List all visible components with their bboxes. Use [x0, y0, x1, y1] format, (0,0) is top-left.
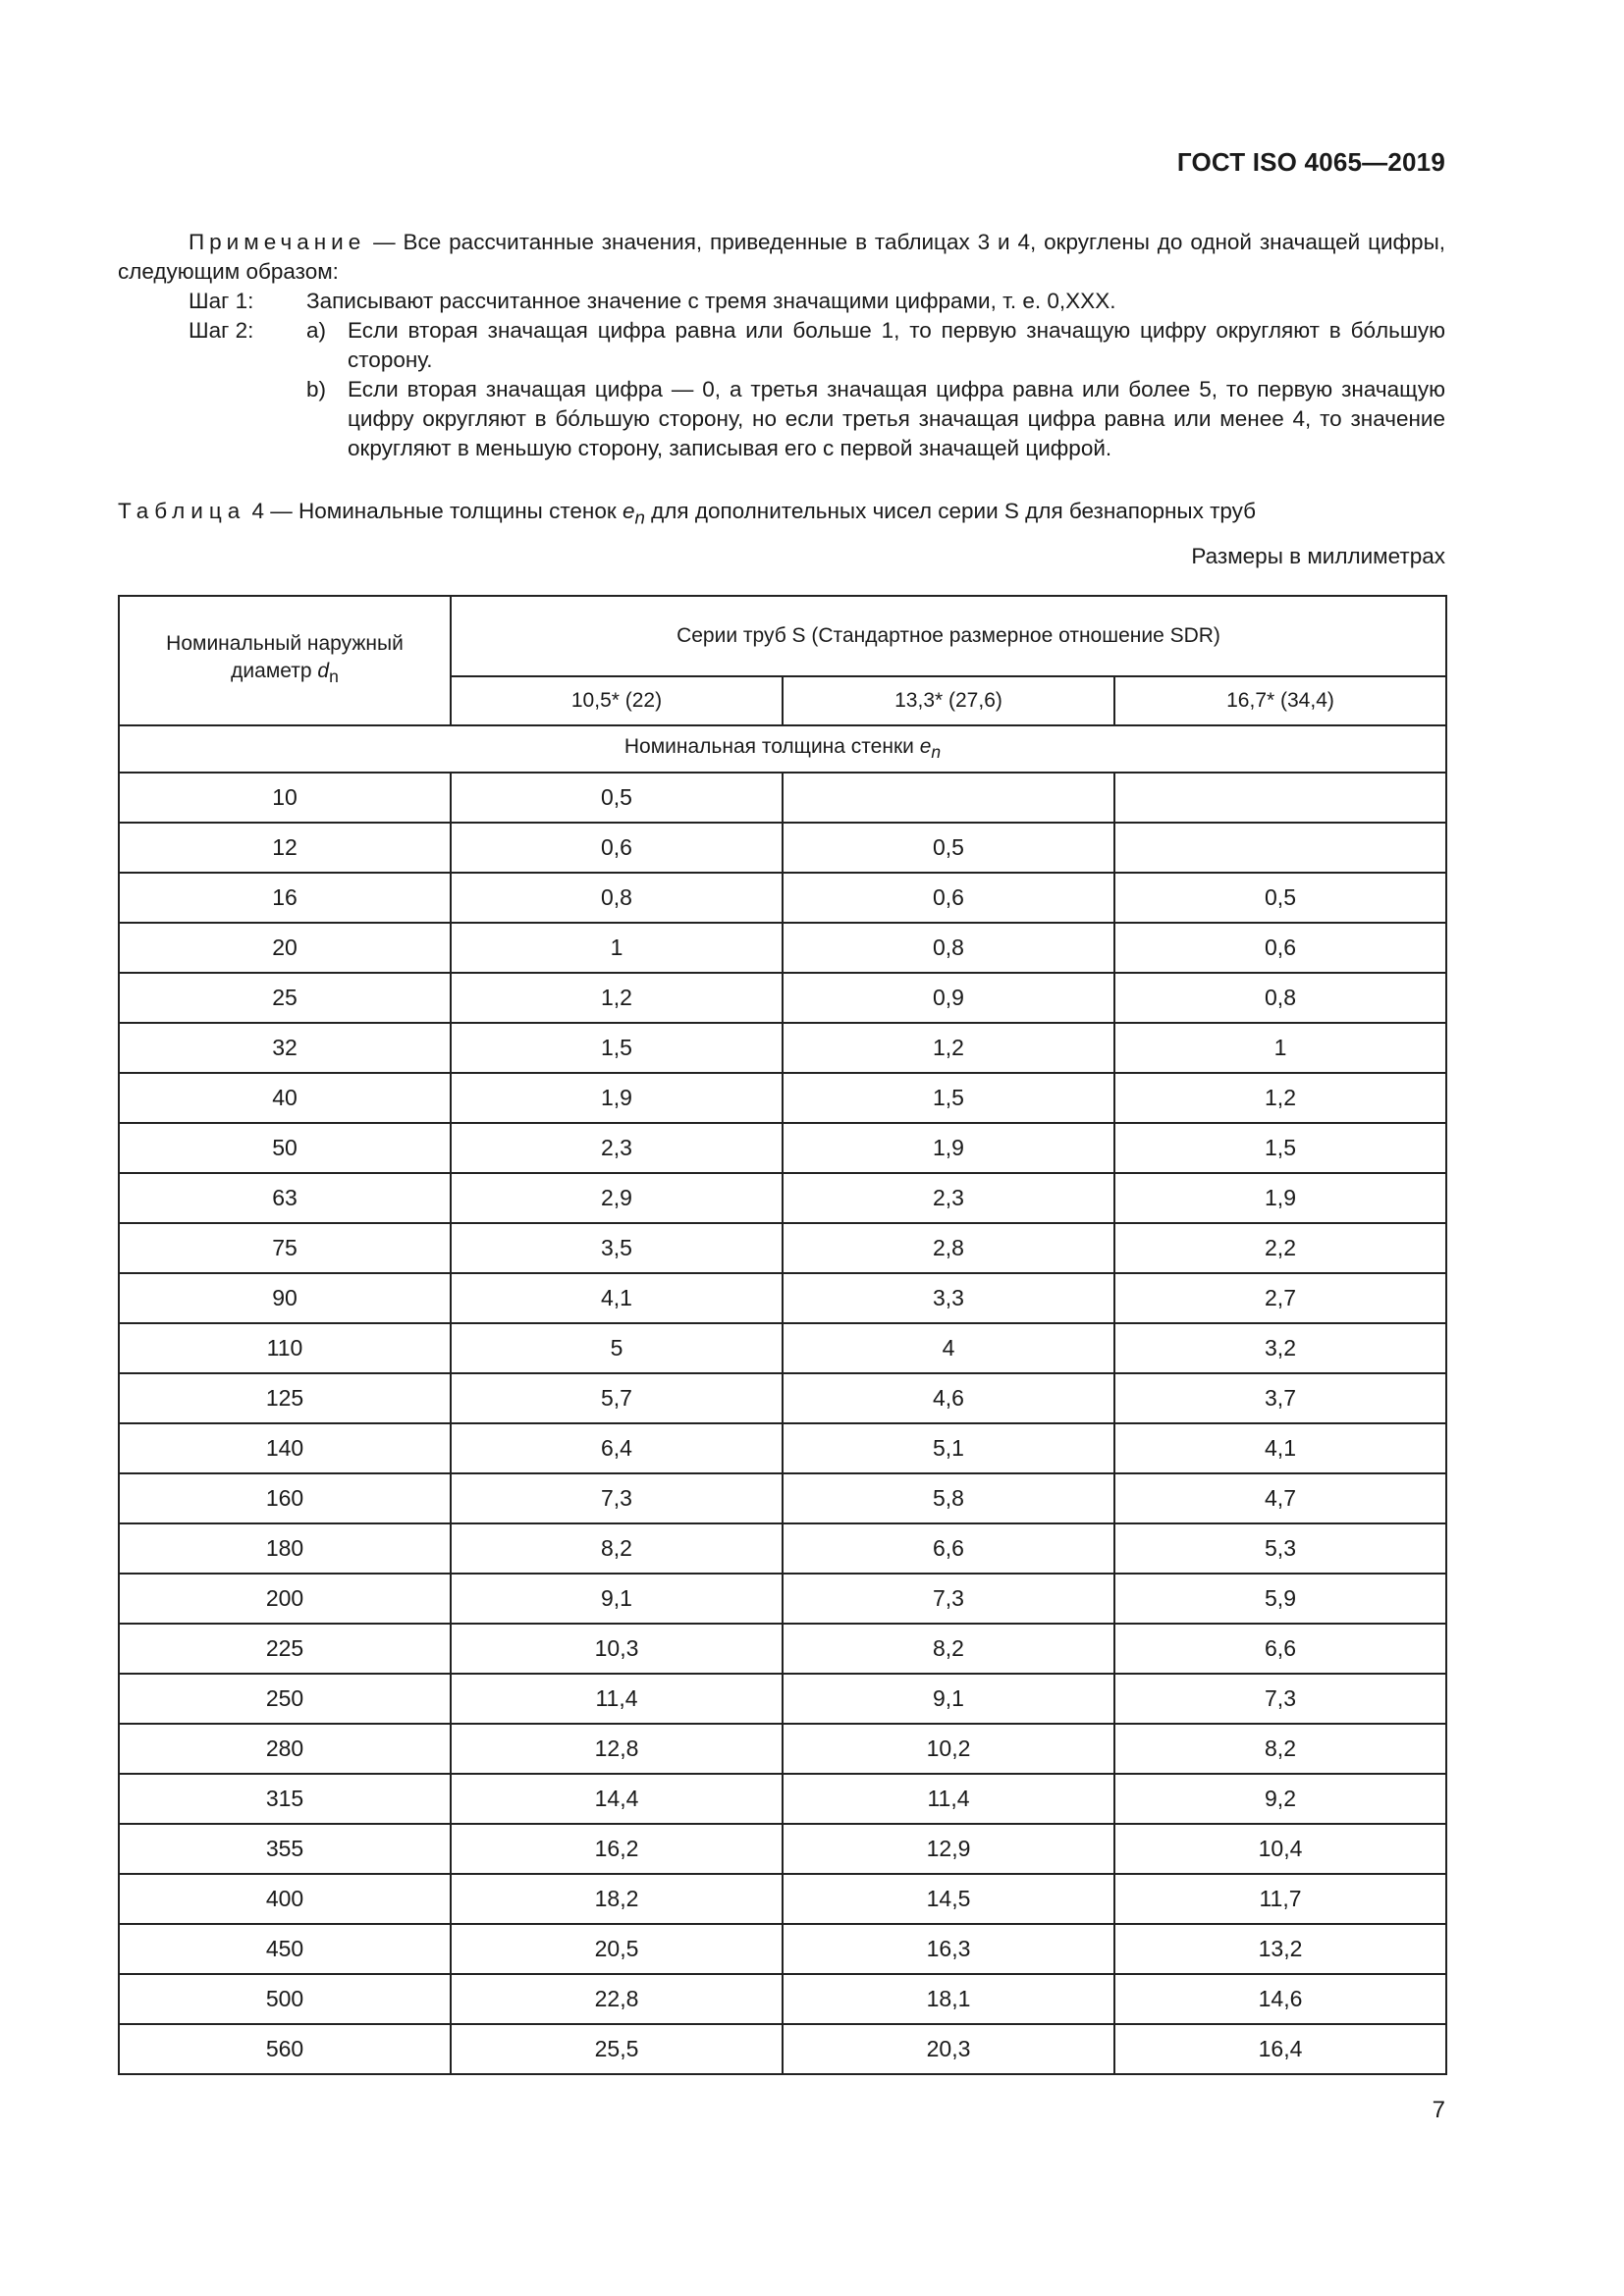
table-row — [119, 1373, 1446, 1423]
table-row — [119, 1574, 1446, 1624]
thickness-cell: 5,7 — [451, 1373, 783, 1423]
wall-thickness-table — [118, 595, 1447, 2075]
thickness-cell: 3,2 — [1114, 1323, 1446, 1373]
thickness-cell: 0,8 — [1114, 973, 1446, 1023]
thickness-cell: 9,2 — [1114, 1774, 1446, 1824]
thickness-cell: 14,5 — [783, 1874, 1114, 1924]
table-row — [119, 1223, 1446, 1273]
thickness-cell: 1,5 — [783, 1073, 1114, 1123]
thickness-cell: 6,4 — [451, 1423, 783, 1473]
thickness-cell: 4,7 — [1114, 1473, 1446, 1523]
thickness-cell: 14,6 — [1114, 1974, 1446, 2024]
thickness-cell: 5,1 — [783, 1423, 1114, 1473]
step-2a-label: a) — [306, 318, 327, 343]
table-row — [119, 1423, 1446, 1473]
table-caption-before: 4 — Номинальные толщины стенок — [245, 499, 623, 523]
diameter-cell: 20 — [119, 923, 451, 973]
thickness-cell: 4,1 — [451, 1273, 783, 1323]
series-header: Серии труб S (Стандартное размерное отношение SDR) — [451, 596, 1446, 676]
thickness-cell: 10,2 — [783, 1724, 1114, 1774]
diameter-symbol: d — [317, 660, 330, 683]
thickness-cell: 16,3 — [783, 1924, 1114, 1974]
table-caption-label: Таблица — [118, 499, 246, 523]
thickness-cell: 16,4 — [1114, 2024, 1446, 2074]
table-row — [119, 2024, 1446, 2074]
thickness-cell — [1114, 823, 1446, 873]
table-row — [119, 1824, 1446, 1874]
thickness-cell: 3,7 — [1114, 1373, 1446, 1423]
diameter-header — [119, 596, 451, 725]
thickness-cell: 5,8 — [783, 1473, 1114, 1523]
diameter-cell: 225 — [119, 1624, 451, 1674]
table-row — [119, 1173, 1446, 1223]
table-row — [119, 1874, 1446, 1924]
step-2b-label: b) — [306, 377, 327, 401]
diameter-cell: 180 — [119, 1523, 451, 1574]
diameter-cell: 280 — [119, 1724, 451, 1774]
table-row — [119, 823, 1446, 873]
thickness-cell: 6,6 — [783, 1523, 1114, 1574]
diameter-cell: 125 — [119, 1373, 451, 1423]
thickness-cell: 0,8 — [451, 873, 783, 923]
series-header-1: 10,5* (22) — [451, 676, 783, 725]
table-row — [119, 773, 1446, 823]
diameter-cell: 140 — [119, 1423, 451, 1473]
diameter-cell: 10 — [119, 773, 451, 823]
thickness-cell: 0,6 — [451, 823, 783, 873]
thickness-cell: 11,4 — [451, 1674, 783, 1724]
thickness-cell: 25,5 — [451, 2024, 783, 2074]
standard-designation: ГОСТ ISO 4065—2019 — [1176, 147, 1445, 177]
thickness-cell: 9,1 — [783, 1674, 1114, 1724]
thickness-cell: 0,8 — [783, 923, 1114, 973]
diameter-cell: 40 — [119, 1073, 451, 1123]
thickness-cell: 1,2 — [1114, 1073, 1446, 1123]
thickness-cell: 4,1 — [1114, 1423, 1446, 1473]
table-units: Размеры в миллиметрах — [1191, 544, 1445, 568]
thickness-cell: 16,2 — [451, 1824, 783, 1874]
diameter-cell: 500 — [119, 1974, 451, 2024]
step-1-label: Шаг 1: — [189, 289, 254, 313]
thickness-cell: 8,2 — [1114, 1724, 1446, 1774]
step-1 — [118, 287, 1445, 316]
thickness-cell: 8,2 — [783, 1624, 1114, 1674]
thickness-cell: 12,8 — [451, 1724, 783, 1774]
thickness-cell: 1,5 — [1114, 1123, 1446, 1173]
diameter-header-line1: Номинальный наружный — [166, 632, 404, 656]
series-header-3: 16,7* (34,4) — [1114, 676, 1446, 725]
step-2a-text: Если вторая значащая цифра равна или больше 1, то первую значащую цифру округляют в бóльшую сторону. — [348, 318, 1445, 372]
thickness-symbol-sub: n — [931, 742, 942, 763]
thickness-cell: 0,5 — [1114, 873, 1446, 923]
step-2b-text: Если вторая значащая цифра — 0, а третья значащая цифра равна или более 5, то первую значащую цифру округляют в бóльшую сторону, но если третья значащая цифра равна или менее 4, то значение округляют в меньшую сторону, записывая его с первой значащей цифрой. — [348, 377, 1445, 460]
thickness-cell: 0,5 — [783, 823, 1114, 873]
table-row — [119, 1023, 1446, 1073]
table-row — [119, 923, 1446, 973]
table-caption — [118, 499, 1256, 529]
diameter-cell: 12 — [119, 823, 451, 873]
thickness-cell: 1 — [1114, 1023, 1446, 1073]
series-header-2: 13,3* (27,6) — [783, 676, 1114, 725]
step-2b — [306, 375, 1445, 463]
table-row — [119, 1323, 1446, 1373]
step-2a — [118, 316, 1445, 375]
thickness-cell — [1114, 773, 1446, 823]
table-row — [119, 1974, 1446, 2024]
thickness-cell: 4,6 — [783, 1373, 1114, 1423]
thickness-cell: 0,9 — [783, 973, 1114, 1023]
diameter-cell: 250 — [119, 1674, 451, 1724]
thickness-cell: 1,9 — [783, 1123, 1114, 1173]
thickness-cell: 1,9 — [451, 1073, 783, 1123]
diameter-cell: 25 — [119, 973, 451, 1023]
thickness-cell: 10,4 — [1114, 1824, 1446, 1874]
diameter-cell: 200 — [119, 1574, 451, 1624]
table-row — [119, 1073, 1446, 1123]
thickness-symbol: e — [919, 734, 932, 758]
diameter-cell: 63 — [119, 1173, 451, 1223]
thickness-cell: 7,3 — [783, 1574, 1114, 1624]
diameter-cell: 90 — [119, 1273, 451, 1323]
table-caption-symbol: e — [622, 499, 635, 523]
thickness-cell: 11,7 — [1114, 1874, 1446, 1924]
thickness-cell: 14,4 — [451, 1774, 783, 1824]
diameter-cell: 16 — [119, 873, 451, 923]
diameter-cell: 32 — [119, 1023, 451, 1073]
thickness-cell: 1,9 — [1114, 1173, 1446, 1223]
step-2-label: Шаг 2: — [189, 318, 254, 343]
table-row — [119, 1523, 1446, 1574]
table-caption-symbol-sub: n — [634, 507, 645, 528]
table-row — [119, 1624, 1446, 1674]
thickness-cell: 2,8 — [783, 1223, 1114, 1273]
diameter-header-line2: диаметр — [231, 660, 318, 683]
thickness-cell: 4 — [783, 1323, 1114, 1373]
diameter-cell: 110 — [119, 1323, 451, 1373]
diameter-cell: 75 — [119, 1223, 451, 1273]
thickness-cell: 7,3 — [1114, 1674, 1446, 1724]
table-row — [119, 1674, 1446, 1724]
thickness-cell: 22,8 — [451, 1974, 783, 2024]
thickness-cell: 6,6 — [1114, 1624, 1446, 1674]
diameter-cell: 160 — [119, 1473, 451, 1523]
thickness-cell: 20,5 — [451, 1924, 783, 1974]
thickness-cell: 10,3 — [451, 1624, 783, 1674]
thickness-cell: 2,3 — [451, 1123, 783, 1173]
thickness-cell: 0,6 — [783, 873, 1114, 923]
note-intro-text: — Все рассчитанные значения, приведенные в таблицах 3 и 4, округлены до одной значащей цифры, следующим образом: — [118, 230, 1445, 284]
thickness-cell: 7,3 — [451, 1473, 783, 1523]
thickness-cell: 5 — [451, 1323, 783, 1373]
note-label: Примечание — [189, 230, 366, 254]
thickness-cell: 5,9 — [1114, 1574, 1446, 1624]
thickness-cell: 2,2 — [1114, 1223, 1446, 1273]
thickness-cell: 1 — [451, 923, 783, 973]
thickness-cell: 18,1 — [783, 1974, 1114, 2024]
diameter-cell: 50 — [119, 1123, 451, 1173]
thickness-cell: 0,6 — [1114, 923, 1446, 973]
diameter-symbol-sub: n — [329, 667, 339, 687]
thickness-header-text: Номинальная толщина стенки — [623, 734, 920, 758]
table-row — [119, 1924, 1446, 1974]
table-row — [119, 1123, 1446, 1173]
thickness-cell: 1,2 — [783, 1023, 1114, 1073]
thickness-cell: 3,5 — [451, 1223, 783, 1273]
thickness-cell: 20,3 — [783, 2024, 1114, 2074]
table-row — [119, 1724, 1446, 1774]
page-number: 7 — [1432, 2097, 1445, 2123]
thickness-cell: 8,2 — [451, 1523, 783, 1574]
thickness-cell: 2,9 — [451, 1173, 783, 1223]
thickness-cell: 13,2 — [1114, 1924, 1446, 1974]
table-caption-after: для дополнительных чисел серии S для безнапорных труб — [644, 499, 1257, 523]
thickness-cell: 1,2 — [451, 973, 783, 1023]
table-row — [119, 873, 1446, 923]
note-intro — [118, 228, 1445, 287]
table-row — [119, 1774, 1446, 1824]
table-row — [119, 1473, 1446, 1523]
thickness-header — [119, 725, 1446, 773]
thickness-cell: 0,5 — [451, 773, 783, 823]
thickness-cell — [783, 773, 1114, 823]
thickness-cell: 12,9 — [783, 1824, 1114, 1874]
diameter-cell: 560 — [119, 2024, 451, 2074]
thickness-cell: 11,4 — [783, 1774, 1114, 1824]
thickness-cell: 2,7 — [1114, 1273, 1446, 1323]
diameter-cell: 315 — [119, 1774, 451, 1824]
diameter-cell: 400 — [119, 1874, 451, 1924]
diameter-cell: 450 — [119, 1924, 451, 1974]
table-row — [119, 1273, 1446, 1323]
thickness-cell: 5,3 — [1114, 1523, 1446, 1574]
thickness-cell: 2,3 — [783, 1173, 1114, 1223]
diameter-cell: 355 — [119, 1824, 451, 1874]
thickness-cell: 1,5 — [451, 1023, 783, 1073]
step-1-text: Записывают рассчитанное значение с тремя значащими цифрами, т. е. 0,XXX. — [306, 289, 1116, 313]
table-row — [119, 973, 1446, 1023]
rounding-note — [118, 228, 1445, 463]
thickness-cell: 9,1 — [451, 1574, 783, 1624]
thickness-cell: 18,2 — [451, 1874, 783, 1924]
thickness-cell: 3,3 — [783, 1273, 1114, 1323]
table-body — [119, 773, 1446, 2074]
